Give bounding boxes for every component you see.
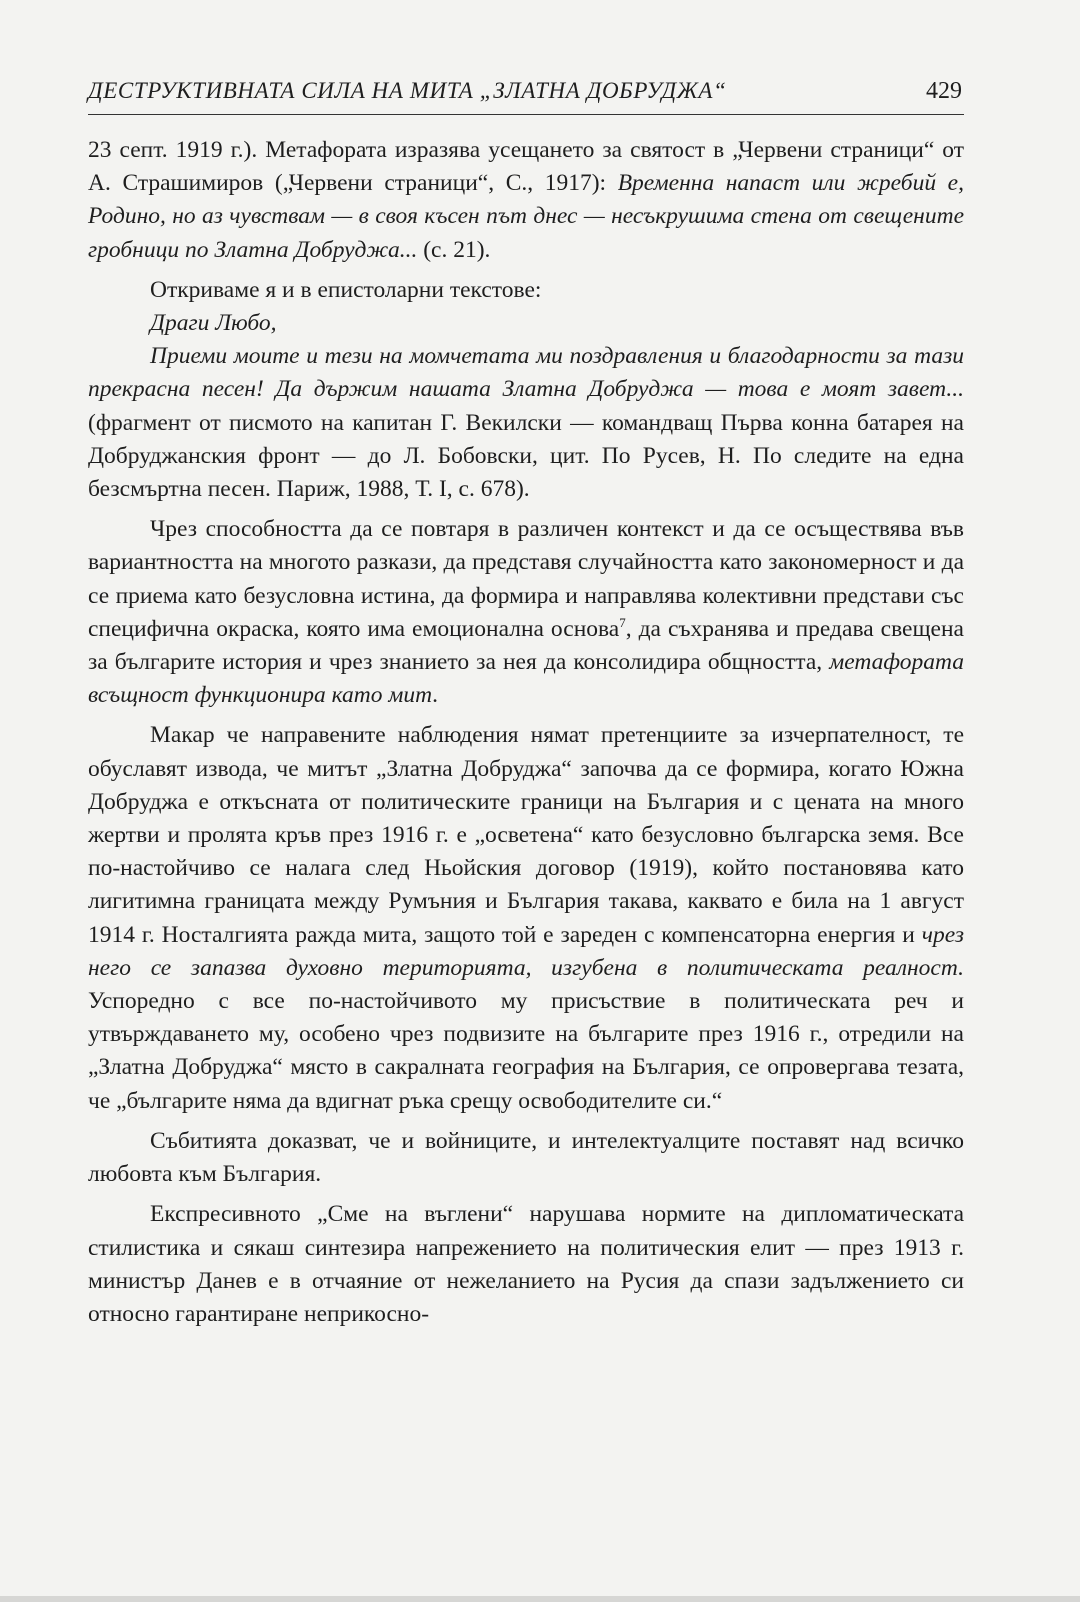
text-run: Успоредно с все по-настойчивото му присъствие в политическата реч и утвърждаването му, особено чрез подвизите на българите през 1916 г., отредили на „Златна Добруджа“ място в сакралната география на България, се опровергава тезата, че „българите няма да вдигнат ръка срещу освободителите си.“ [88,988,964,1114]
paragraph-5 [88,513,964,712]
emphasis-run: чрез него се запазва духовно територията, изгубена в политическата реалност. [88,921,964,981]
text-run: , да съхранява и предава свещена за българите история и чрез знанието за нея да консолидира общността, [88,615,964,676]
quote-run: Приеми моите и тези на момчетата ми поздравления и благодарности за тази прекрасна песен! Да държим нашата Златна Добруджа — това е моят завет... [88,343,964,403]
emphasis-run: метафората всъщност функционира като мит [88,649,964,709]
text-run: . [432,682,438,709]
page-bottom-edge [0,1596,1080,1602]
page-number: 429 [926,78,962,104]
running-title: ДЕСТРУКТИВНАТА СИЛА НА МИТА „ЗЛАТНА ДОБРУДЖА“ [88,78,727,103]
letter-salutation: Драги Любо, [150,310,277,337]
quote-run: Временна напаст или жребий е, Родино, но аз чувствам — в своя късен път днес — несъкрушима стена от свещените гробници по Златна Добруджа... [88,170,964,263]
paragraph-2: Откриваме я и в епистоларни текстове: [150,276,542,303]
paragraph-8: Експресивното „Сме на въглени“ нарушава нормите на дипломатическата стилистика и сякаш синтезира напрежението на политическия елит — през 1913 г. министър Данев е в отчаяние от нежеланието на Русия да спази задължението си относно гарантиране неприкосно- [88,1201,964,1327]
text-run: Макар че направените наблюдения нямат претенциите за изчерпателност, те обуславят извода, че митът „Златна Добруджа“ започва да се формира, когато Южна Добруджа е откъсната от политическите граници на България и с цената на много жертви и пролята кръв през 1916 г. е „осветена“ като безусловно българска земя. Все по-настойчиво се налага след Ньойския договор (1919), който постановява като лигитимна границата между Румъния и България такава, каквато е била на 1 август 1914 г. Носталгията ражда мита, защото той е зареден с компенсаторна енергия и [88,722,964,948]
letter-quote [88,340,964,506]
paragraph-6 [88,719,964,1117]
paragraph-7: Събитията доказват, че и войниците, и интелектуалците поставят над всичко любовта към България. [88,1127,964,1188]
text-run: (фрагмент от писмото на капитан Г. Векилски — командващ Първа конна батарея на Добруджанския фронт — до Л. Бобовски, цит. По Русев, Н. По следите на една безсмъртна песен. Париж, 1988, Т. I, с. 678). [88,409,964,503]
text-run: Чрез способността да се повтаря в различен контекст и да се осъществява във вариантността на многото разкази, да представя случайността като закономерност и да се приема като безусловна истина, да формира и направлява колективни представи със специфична окраска, която има емоционална основа [88,516,964,642]
paragraph-1 [88,134,964,267]
footnote-ref: 7 [619,615,626,631]
text-run: 23 септ. 1919 г.). Метафората изразява усещането за святост в „Червени страници“ от А. Страшимиров („Червени страници“, С., 1917): [88,137,964,197]
body-text [88,134,964,1331]
running-header [88,70,964,115]
text-run: (с. 21). [417,236,491,263]
